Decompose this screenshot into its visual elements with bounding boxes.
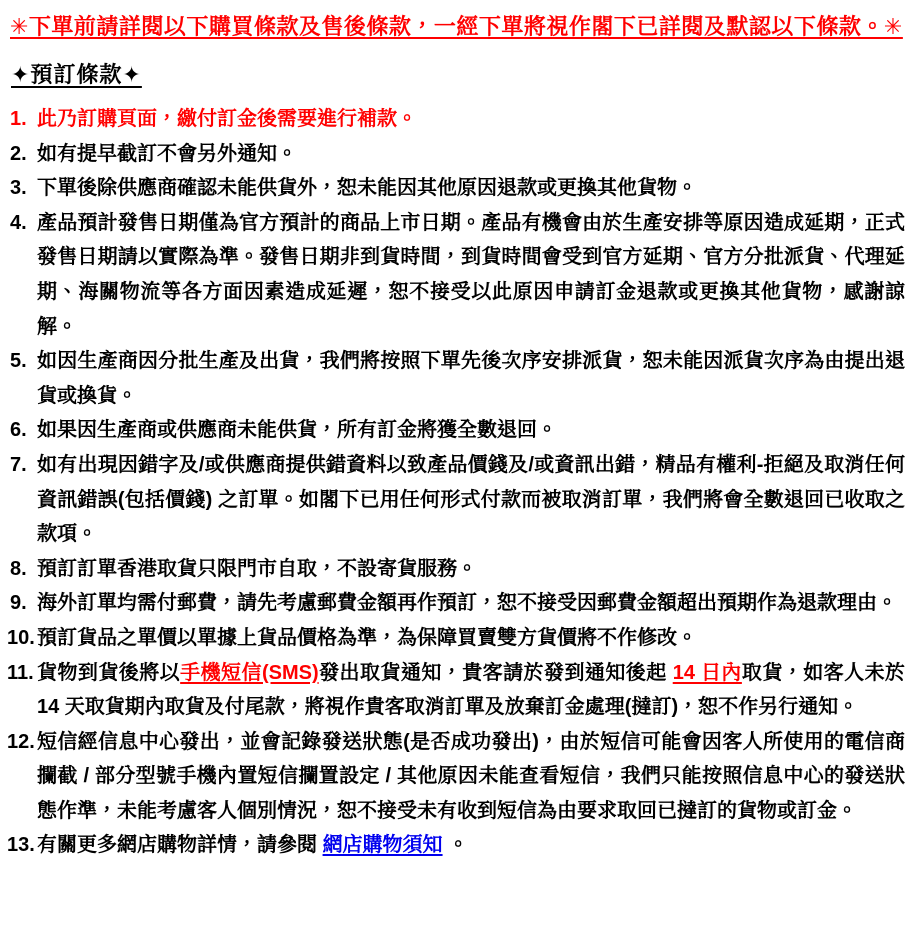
term-item-13: [7, 828, 905, 863]
term-number: 4.: [10, 211, 27, 234]
term-text: 預訂貨品之單價以單據上貨品價格為準，為保障買賣雙方貨價將不作修改。: [37, 626, 697, 649]
term-number: 7.: [10, 453, 27, 476]
term-item-3: [10, 171, 905, 206]
term-number: 6.: [10, 419, 27, 442]
term-number: 1.: [10, 108, 27, 130]
term-text: 產品預計發售日期僅為官方預計的商品上市日期。產品有機會由於生產安排等原因造成延期，正式發售日期請以實際為準。發售日期非到貨時間，到貨時間會受到官方延期、官方分批派貨、代理延期、海關物流等各方面因素造成延遲，恕不接受以此原因申請訂金退款或更換其他貨物，感謝諒解。: [37, 211, 905, 338]
term-text: 海外訂單均需付郵費，請先考慮郵費金額再作預訂，恕不接受因郵費金額超出預期作為退款理由。: [37, 592, 897, 615]
term-item-11: [7, 656, 906, 725]
term-number: 3.: [10, 177, 27, 200]
terms-list: [7, 102, 906, 863]
term-item-2: [10, 137, 905, 172]
term-text: 取貨，如客人未於 14 天取貨期內取貨及付尾款，將視作貴客取消訂單及放棄訂金處理(撻訂)，恕不作另行通知。: [37, 661, 906, 719]
term-text: 此乃訂購頁面，繳付訂金後需要進行補款。: [37, 108, 417, 130]
pickup-deadline-emphasis: 14 日內: [672, 661, 742, 684]
term-item-4: [10, 206, 905, 344]
term-number: 8.: [10, 557, 27, 580]
term-item-8: [10, 552, 905, 587]
term-text: 如有提早截訂不會另外通知。: [37, 142, 297, 165]
term-number: 12.: [7, 730, 35, 753]
term-text: 下單後除供應商確認未能供貨外，恕未能因其他原因退款或更換其他貨物。: [37, 177, 697, 200]
term-number: 10.: [7, 626, 35, 649]
term-number: 11.: [7, 661, 34, 684]
sms-notice-emphasis: 手機短信(SMS): [180, 661, 319, 684]
term-text: 如有出現因錯字及/或供應商提供錯資料以致產品價錢及/或資訊出錯，精品有權利-拒絕及取消任何資訊錯誤(包括價錢) 之訂單。如閣下已用任何形式付款而被取消訂單，我們將會全數退回已收取之款項。: [37, 453, 905, 546]
term-item-12: [7, 725, 905, 829]
term-text: 如因生產商因分批生產及出貨，我們將按照下單先後次序安排派貨，恕未能因派貨次序為由提出退貨或換貨。: [37, 350, 905, 407]
term-item-7: [10, 448, 905, 552]
term-item-6: [10, 413, 905, 448]
term-text: 。: [442, 834, 469, 857]
term-text: 貨物到貨後將以: [37, 661, 181, 684]
term-item-1: [10, 102, 905, 137]
term-text: 有關更多網店購物詳情，請參閱: [37, 834, 323, 857]
section-title: ✦預訂條款✦: [11, 62, 142, 87]
term-item-5: [10, 344, 905, 413]
term-number: 5.: [10, 350, 27, 373]
term-text: 如果因生產商或供應商未能供貨，所有訂金將獲全數退回。: [37, 419, 557, 442]
term-item-9: [10, 586, 905, 621]
term-text: 發出取貨通知，貴客請於發到通知後起: [318, 661, 673, 684]
term-number: 9.: [10, 592, 27, 615]
term-text: 短信經信息中心發出，並會記錄發送狀態(是否成功發出)，由於短信可能會因客人所使用的電信商攔截 / 部分型號手機內置短信攔置設定 / 其他原因未能查看短信，我們只能按照信息中心的發送狀態作準，未能考慮客人個別情況，恕不接受未有收到短信為由要求取回已撻訂的貨物或訂金。: [37, 730, 905, 822]
term-number: 13.: [7, 834, 35, 857]
term-item-10: [7, 621, 905, 656]
pre-order-notice-banner: ✳下單前請詳閱以下購買條款及售後條款，一經下單將視作閣下已詳閱及默認以下條款。✳: [10, 14, 903, 39]
shop-guide-link[interactable]: 網店購物須知: [322, 834, 443, 857]
term-number: 2.: [10, 142, 27, 165]
term-text: 預訂訂單香港取貨只限門市自取，不設寄貨服務。: [37, 557, 477, 580]
